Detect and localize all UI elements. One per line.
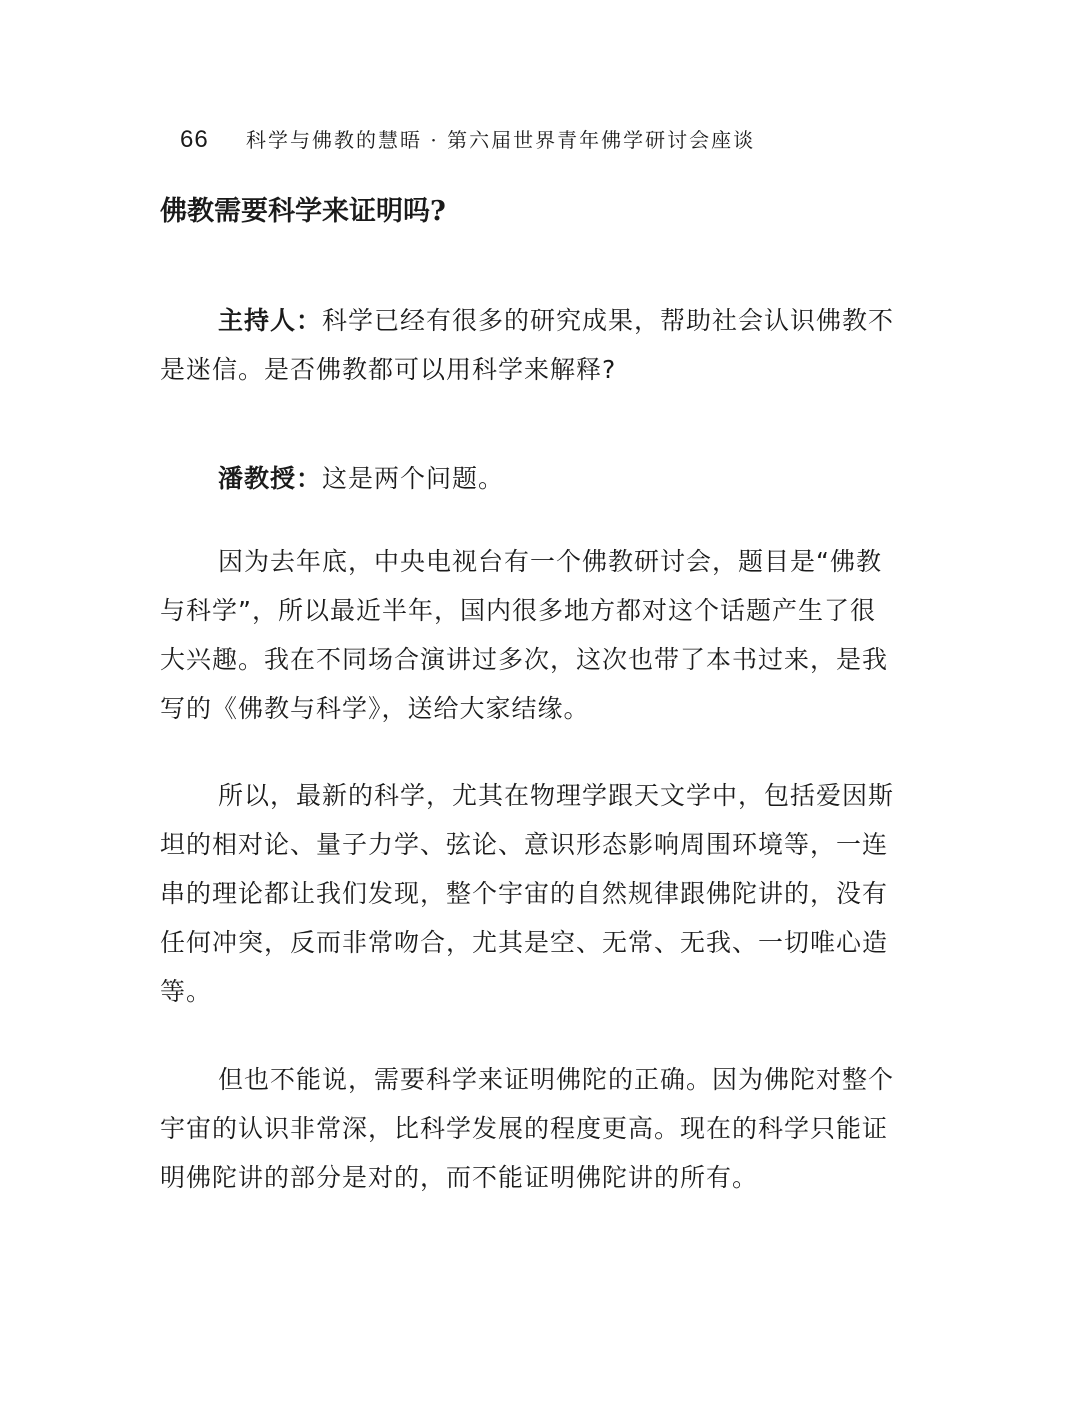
paragraph-body xyxy=(160,1055,900,1202)
paragraph-text: 科学已经有很多的研究成果，帮助社会认识佛教不是迷信。是否佛教都可以用科学来解释? xyxy=(160,306,895,384)
paragraph-text: 但也不能说，需要科学来证明佛陀的正确。因为佛陀对整个宇宙的认识非常深，比科学发展的程度更高。现在的科学只能证明佛陀讲的部分是对的，而不能证明佛陀讲的所有。 xyxy=(160,1065,895,1192)
section-title: 佛教需要科学来证明吗? xyxy=(160,196,446,227)
page-number: 66 xyxy=(180,126,209,153)
paragraph-body xyxy=(160,771,900,1016)
book-title: 科学与佛教的慧晤 · 第六届世界青年佛学研讨会座谈 xyxy=(246,128,756,152)
paragraph-text: 所以，最新的科学，尤其在物理学跟天文学中，包括爱因斯坦的相对论、量子力学、弦论、意识形态影响周围环境等，一连串的理论都让我们发现，整个宇宙的自然规律跟佛陀讲的，没有任何冲突，反而非常吻合，尤其是空、无常、无我、一切唯心造等。 xyxy=(160,781,895,1006)
paragraph-professor-reply xyxy=(160,454,900,503)
paragraph-text: 这是两个问题。 xyxy=(322,464,505,493)
running-header xyxy=(180,122,980,158)
speaker-label: 主持人： xyxy=(218,306,323,335)
paragraph-text: 因为去年底，中央电视台有一个佛教研讨会，题目是“佛教与科学”，所以最近半年，国内很多地方都对这个话题产生了很大兴趣。我在不同场合演讲过多次，这次也带了本书过来，是我写的《佛教与科学》，送给大家结缘。 xyxy=(160,547,889,723)
paragraph-body xyxy=(160,537,900,733)
speaker-label: 潘教授： xyxy=(218,464,323,493)
paragraph-host-question xyxy=(160,296,900,394)
